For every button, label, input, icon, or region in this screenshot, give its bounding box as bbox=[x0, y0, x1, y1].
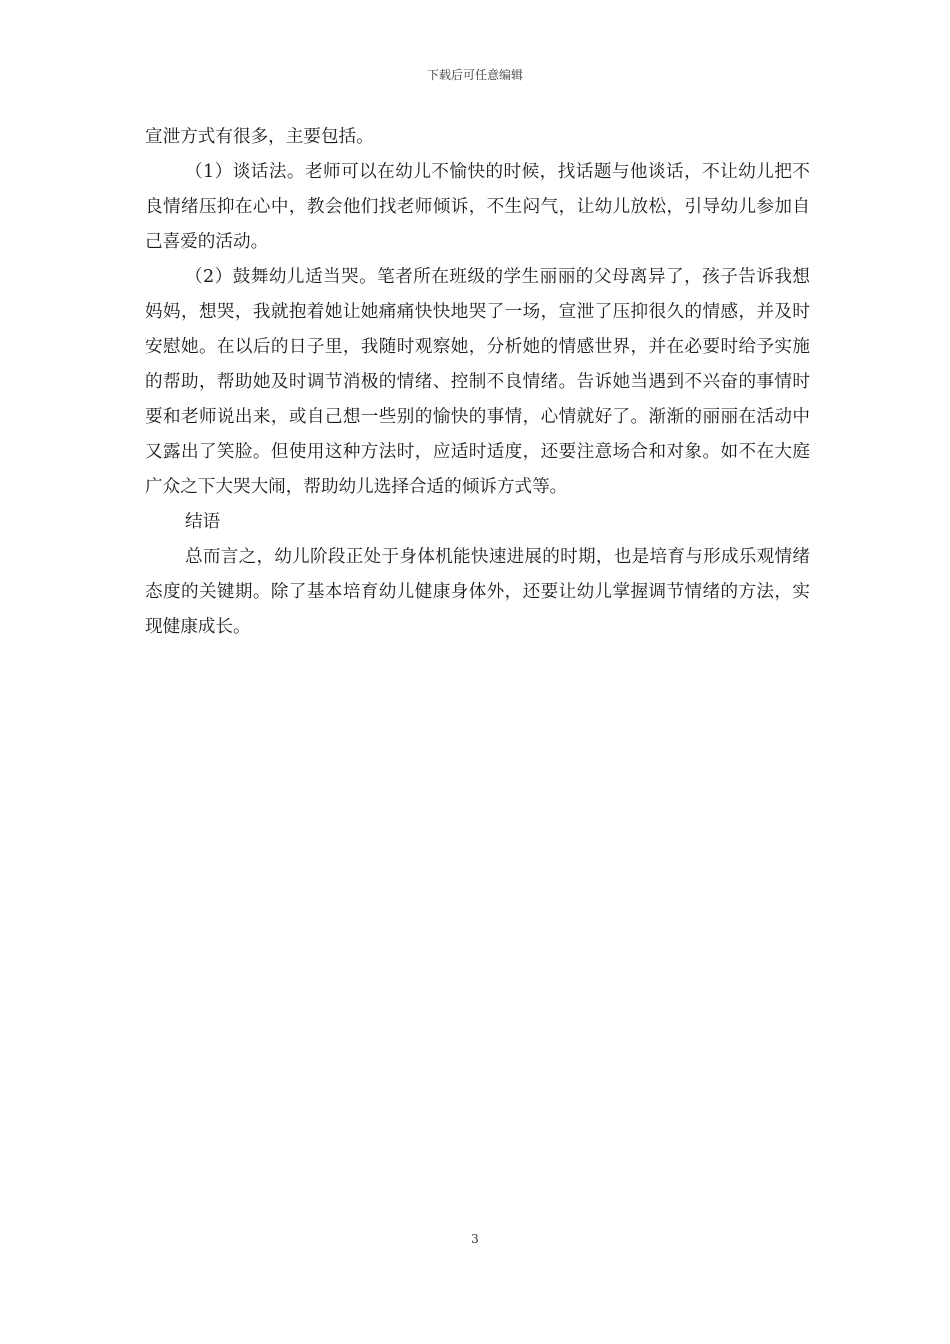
section-heading-conclusion: 结语 bbox=[185, 512, 221, 532]
page-header bbox=[0, 66, 950, 83]
paragraph-conclusion: 总而言之，幼儿阶段正处于身体机能快速进展的时期，也是培育与形成乐观情绪态度的关键期。除了基本培育幼儿健康身体外，还要让幼儿掌握调节情绪的方法，实现健康成长。 bbox=[145, 547, 810, 637]
paragraph-intro: 宣泄方式有很多，主要包括。 bbox=[145, 127, 374, 147]
header-text: 下载后可任意编辑 bbox=[426, 68, 523, 82]
page-number: 3 bbox=[471, 1232, 479, 1246]
page-footer bbox=[0, 1232, 950, 1246]
document-body bbox=[145, 120, 810, 645]
paragraph-talk-method: （1）谈话法。老师可以在幼儿不愉快的时候，找话题与他谈话，不让幼儿把不良情绪压抑在心中，教会他们找老师倾诉，不生闷气，让幼儿放松，引导幼儿参加自己喜爱的活动。 bbox=[145, 162, 810, 252]
paragraph-crying-method: （2）鼓舞幼儿适当哭。笔者所在班级的学生丽丽的父母离异了，孩子告诉我想妈妈，想哭，我就抱着她让她痛痛快快地哭了一场，宣泄了压抑很久的情感，并及时安慰她。在以后的日子里，我随时观察她，分析她的情感世界，并在必要时给予实施的帮助，帮助她及时调节消极的情绪、控制不良情绪。告诉她当遇到不兴奋的事情时要和老师说出来，或自己想一些别的愉快的事情，心情就好了。渐渐的丽丽在活动中又露出了笑脸。但使用这种方法时，应适时适度，还要注意场合和对象。如不在大庭广众之下大哭大闹，帮助幼儿选择合适的倾诉方式等。 bbox=[145, 267, 810, 497]
